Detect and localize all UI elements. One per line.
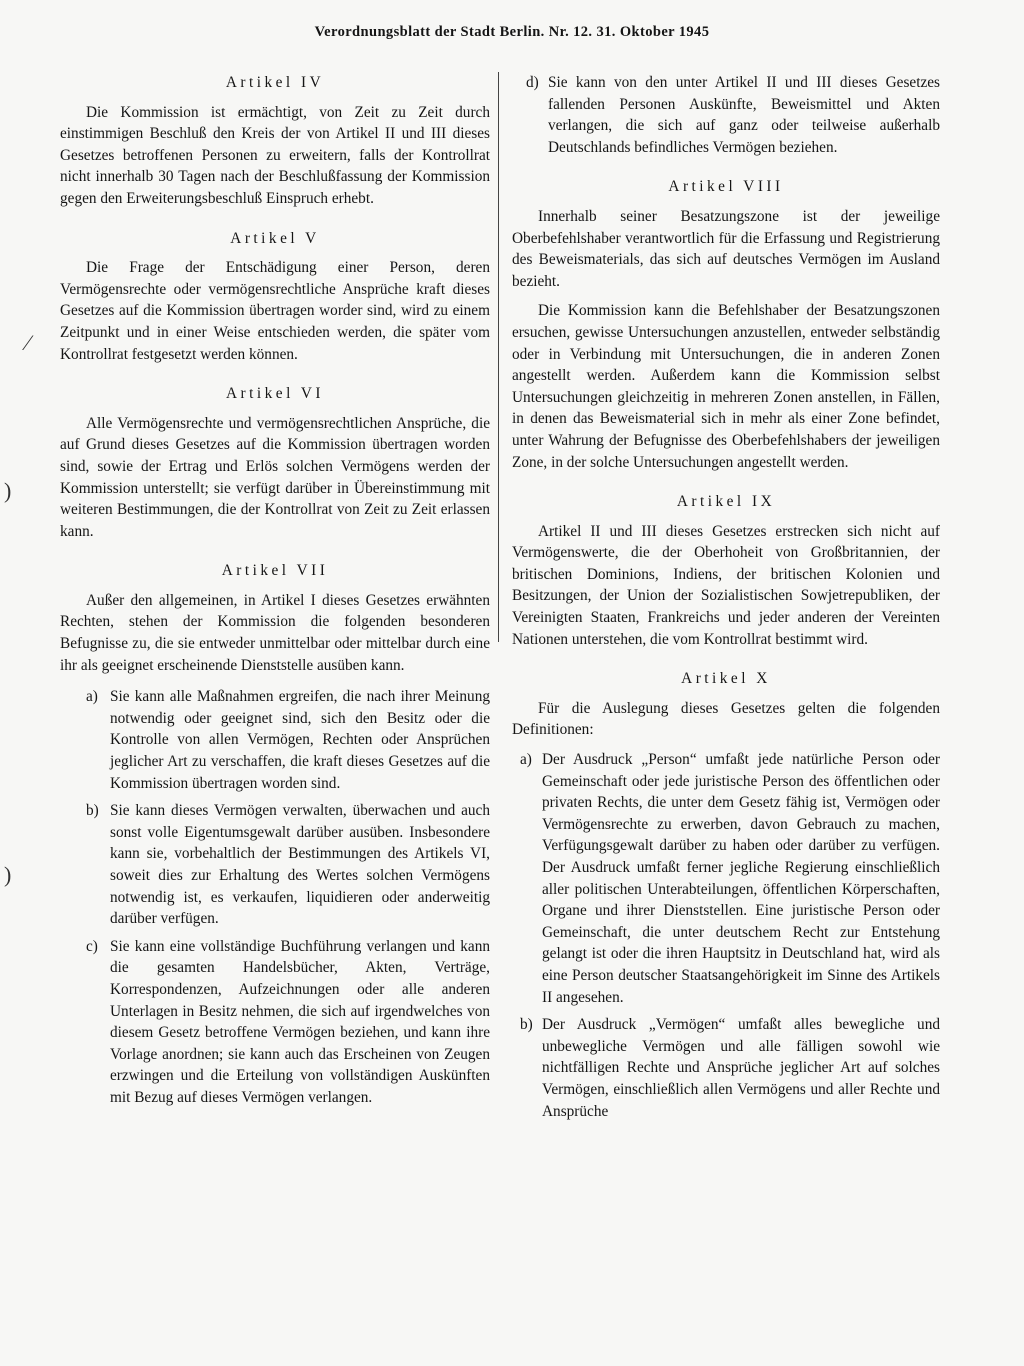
list-item xyxy=(60,936,490,1109)
item-text: Sie kann von den unter Artikel II und III dieses Gesetzes fallenden Personen Auskünfte, Beweismittel und Akten verlangen, die sich auf ganz oder teilweise außerhalb Deutschlands befindliches Vermögen beziehen. xyxy=(548,74,940,156)
article-7 xyxy=(60,560,490,1108)
item-text: Der Ausdruck „Vermögen“ umfaßt alles bewegliche und unbewegliche Vermögen und alle fälligen sowohl wie nichtfälligen Rechte und Ansprüche jeglicher Art auf solches Vermögen, einschließlich allen Vermögens und aller Rechte und Ansprüche xyxy=(542,1016,940,1120)
list-item xyxy=(60,686,490,794)
list-item xyxy=(512,72,940,158)
margin-mark: ) xyxy=(4,478,12,503)
item-label: b) xyxy=(86,802,99,820)
article-9 xyxy=(512,491,940,650)
article-heading: Artikel VII xyxy=(221,562,329,580)
item-list xyxy=(512,72,940,158)
article-heading: Artikel IX xyxy=(676,493,776,511)
article-heading: Artikel IV xyxy=(225,74,325,91)
item-list xyxy=(60,686,490,1108)
article-4 xyxy=(60,72,490,210)
margin-mark: ) xyxy=(4,862,12,887)
left-column xyxy=(60,72,490,1115)
right-column xyxy=(512,72,940,1128)
article-paragraph: Die Kommission ist ermächtigt, von Zeit zu Zeit durch einstimmigen Beschluß den Kreis der von Artikel II und III dieses Gesetzes betroffenen Personen zu erweitern, falls der Kontrollrat nicht innerhalb 30 Tagen nach der Beschlußfassung der Kommission gegen den Erweiterungsbeschluß Einspruch erhebt. xyxy=(60,103,490,207)
article-8 xyxy=(512,176,940,473)
article-heading: Artikel V xyxy=(230,229,320,247)
item-text: Der Ausdruck „Person“ umfaßt jede natürliche Person oder Gemeinschaft oder jede juristische Person des öffentlichen oder privaten Rechts, die unter dem Gesetz fähig ist, Vermögen oder Vermögensrechte zu erwerben, davon Gebrauch zu machen, Verfügungsgewalt darüber zu haben oder darüber zu verfügen. Der Ausdruck umfaßt ferner jegliche Regierung einschließlich aller politischen Unterabteilungen, öffentlichen Körperschaften, Organe und ihrer Dienststellen. Eine juristische Person oder Gemeinschaft, die unter deutschem Recht zur Entstehung gelangt ist oder die ihren Hauptsitz in Deutschland hat, wird als eine Person deutscher Staatsangehörigkeit im Sinne des Artikels II angesehen. xyxy=(542,751,940,1006)
item-label: b) xyxy=(520,1016,533,1034)
margin-mark: ⁄ xyxy=(26,330,30,355)
article-paragraph: Artikel II und III dieses Gesetzes erstrecken sich nicht auf Vermögenswerte, die der Oberhoheit von Großbritannien, der britischen Dominions, Indiens, der britischen Kolonien und Besitzungen, der Union der Sozialistischen Sowjetrepubliken, der Vereinigten Staaten, Frankreichs und jeder anderen der Vereinten Nationen unterstehen, die vom Kontrollrat bestimmt wird. xyxy=(512,522,940,648)
article-10 xyxy=(512,668,940,1122)
column-divider xyxy=(498,72,499,642)
item-text: Sie kann alle Maßnahmen ergreifen, die nach ihrer Meinung notwendig oder geeignet sind, sich den Besitz oder die Kontrolle von allen Vermögen, Rechten oder Ansprüchen jeglicher Art zu verschaffen, die kraft dieses Gesetzes auf die Kommission übertragen worden sind. xyxy=(110,688,490,792)
article-heading: Artikel X xyxy=(681,670,771,688)
article-paragraph: Außer den allgemeinen, in Artikel I dieses Gesetzes erwähnten Rechten, stehen der Kommission die folgenden besonderen Befugnisse zu, die sie entweder unmittelbar oder mittelbar durch eine ihr als geeignet erscheinende Dienststelle ausüben kann. xyxy=(60,591,490,674)
item-label: a) xyxy=(520,751,532,769)
article-heading: Artikel VIII xyxy=(668,178,784,196)
item-text: Sie kann dieses Vermögen verwalten, überwachen und auch sonst volle Eigentumsgewalt darüber ausüben. Insbesondere kann sie, vorbehaltlich der Bestimmungen des Artikels VI, soweit dies zur Erhaltung des Wertes solchen Vermögens notwendig ist, es verkaufen, liquidieren oder anderweitig darüber verfügen. xyxy=(110,802,490,928)
article-6 xyxy=(60,383,490,542)
article-heading: Artikel VI xyxy=(225,385,325,403)
item-label: a) xyxy=(86,688,98,706)
item-text: Sie kann eine vollständige Buchführung verlangen und kann die gesamten Handelsbücher, Akten, Verträge, Korrespondenzen, Aufzeichnungen oder alle anderen Unterlagen in Besitz nehmen, die sich auf irgendwelches von diesem Gesetz betroffene Vermögen beziehen, und kann ihre Vorlage anordnen; sie kann auch das Erscheinen von Zeugen erzwingen und die Erteilung von vollständigen Auskünften mit Bezug auf dieses Vermögen verlangen. xyxy=(110,937,490,1106)
list-item xyxy=(512,749,940,1008)
article-paragraph: Die Frage der Entschädigung einer Person, deren Vermögensrechte oder vermögensrechtliche Ansprüche kraft dieses Gesetzes auf die Kommission übertragen worder sind, wird zu einem Zeitpunkt und in einer Weise entschieden werden, die später vom Kontrollrat festgesetzt werden können. xyxy=(60,259,490,363)
article-5 xyxy=(60,228,490,366)
article-paragraph: Innerhalb seiner Besatzungszone ist der jeweilige Oberbefehlshaber verantwortlich für die Erfassung und Registrierung des Beweismaterials, das sich auf deutsches Vermögen im Ausland bezieht. xyxy=(512,207,940,290)
list-item xyxy=(512,1014,940,1122)
item-label: c) xyxy=(86,937,98,955)
page-header: Verordnungsblatt der Stadt Berlin. Nr. 12. 31. Oktober 1945 xyxy=(314,24,710,40)
item-list xyxy=(512,749,940,1122)
list-item xyxy=(60,800,490,930)
article-paragraph: Alle Vermögensrechte und vermögensrechtlichen Ansprüche, die auf Grund dieses Gesetzes auf die Kommission übertragen worden sind, sowie der Ertrag und Erlös solchen Vermögens werden der Kommission unterstellt; sie verfügt darüber in Übereinstimmung mit weiteren Bestimmungen, die der Kontrollrat von Zeit zu Zeit erlassen kann. xyxy=(60,414,490,540)
item-label: d) xyxy=(526,74,539,91)
article-paragraph: Für die Auslegung dieses Gesetzes gelten die folgenden Definitionen: xyxy=(512,699,940,739)
article-paragraph: Die Kommission kann die Befehlshaber der Besatzungszonen ersuchen, gewisse Untersuchungen anzustellen, entweder selbständig oder in Verbindung mit Untersuchungen, die in anderen Zonen angestellt werden. Außerdem kann die Kommission selbst Untersuchungen gleichzeitig in mehreren Zonen anstellen, in Fällen, in denen das Beweismaterial sich in mehr als einer Zone befindet, unter Wahrung der Befugnisse des Oberbefehlshabers der jeweiligen Zone, in der solche Untersuchungen angestellt werden. xyxy=(512,302,940,471)
